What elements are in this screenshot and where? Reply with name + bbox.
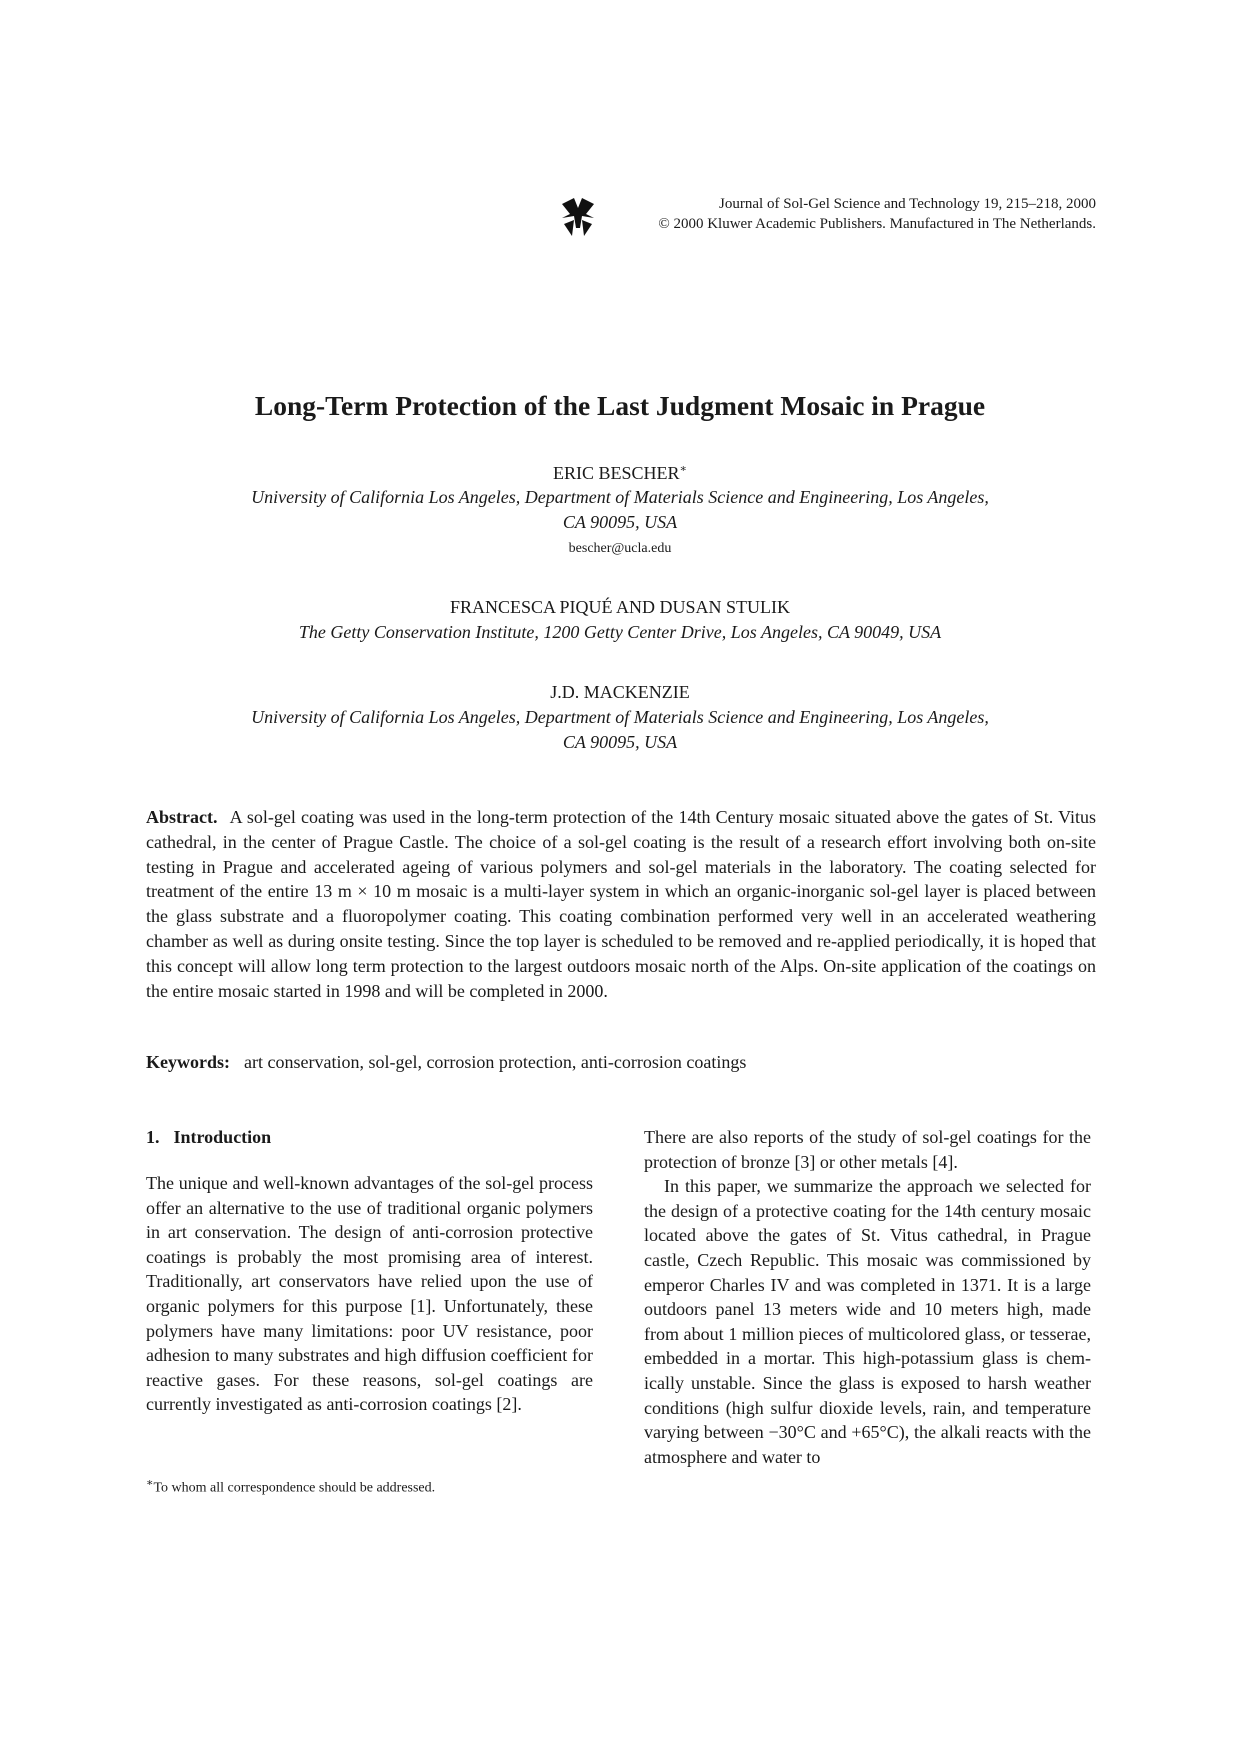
left-column [146, 1125, 593, 1417]
abstract [146, 805, 1096, 1003]
right-column [644, 1125, 1091, 1469]
author-1-footnote-mark: ∗ [679, 463, 687, 475]
author-2-affiliation: The Getty Conservation Institute, 1200 Getty Center Drive, Los Angeles, CA 90049, USA [298, 622, 942, 642]
journal-text [658, 194, 1096, 234]
footnote-mark: ∗ [146, 1477, 154, 1489]
author-1-email: bescher@ucla.edu [568, 541, 672, 556]
footnote [146, 1476, 435, 1497]
section-title: Introduction [173, 1127, 272, 1147]
section-number: 1. [146, 1127, 160, 1147]
journal-citation: Journal of Sol-Gel Science and Technology 19, 215–218, 2000 [719, 196, 1096, 212]
section-heading [146, 1125, 593, 1149]
abstract-label: Abstract. [146, 807, 218, 827]
intro-paragraph-1: The unique and well-known advantages of the sol-gel process offer an alternative to the use of traditional organic polymers in art conservation. The design of anti-corrosion protective coatings is probably the most promising area of interest. Traditionally, art conservators have relied upon the use of organic polymers for this purpose [1]. Unfortunately, these polymers have many limitations: poor UV resistance, poor adhesion to many substrates and high diffusion coefficient for reactive gases. For these reasons, sol-gel coatings are currently investigated as anti-corrosion coatings [2]. [146, 1173, 593, 1415]
footnote-text: To whom all correspondence should be addressed. [153, 1480, 436, 1496]
keywords-text: art conservation, sol-gel, corrosion protection, anti-corrosion coatings [244, 1052, 747, 1072]
author-1-affiliation: University of California Los Angeles, Department of Materials Science and Engineering, Los Angeles, CA 90095, USA [251, 487, 989, 532]
keywords [146, 1052, 1096, 1073]
author-3-affiliation: University of California Los Angeles, Department of Materials Science and Engineering, Los Angeles, CA 90095, USA [251, 707, 989, 752]
abstract-text: A sol-gel coating was used in the long-term protection of the 14th Century mosaic situated above the gates of St. Vitus cathedral, in the center of Prague Castle. The choice of a sol-gel coating is the result of a research effort involving both on-site testing in Prague and accelerated ageing of various polymers and sol-gel materials in the laboratory. The coating selected for treatment of the entire 13 m × 10 m mosaic is a multi-layer system in which an organic-inorganic sol-gel layer is placed between the glass substrate and a fluoropolymer coating. This coating combination performed very well in an accelerated weathering chamber as well as during onsite testing. Since the top layer is scheduled to be removed and re-applied periodically, it is hoped that this concept will allow long term protection to the largest outdoors mosaic north of the Alps. On-site application of the coatings on the entire mosaic started in 1998 and will be completed in 2000. [146, 807, 1096, 1001]
intro-paragraph-3: In this paper, we summarize the approach we selected for the design of a protective coating for the 14th century mosaic located above the gates of St. Vitus cathedral, in Prague castle, Czech Republic. This mosaic was commissioned by emperor Charles IV and was completed in 1371. It is a large outdoors panel 13 meters wide and 10 meters high, made from about 1 million pieces of multicolored glass, or tesserae, embedded in a mortar. This high-potassium glass is chemically unstable. Since the glass is exposed to harsh weather conditions (high sulfur dioxide levels, rain, and temperature varying between −30°C and +65°C), the alkali reacts with the atmosphere and water to [644, 1176, 1091, 1467]
author-1-name: ERIC BESCHER∗ [552, 463, 687, 483]
intro-paragraph-2: There are also reports of the study of sol-gel coatings for the protection of bronze [3] or other metals [4]. [644, 1127, 1091, 1172]
publisher-logo-icon [560, 194, 596, 240]
paper-title: Long-Term Protection of the Last Judgment Mosaic in Prague [254, 390, 986, 421]
keywords-label: Keywords: [146, 1052, 230, 1072]
author-2-names: FRANCESCA PIQUÉ AND DUSAN STULIK [449, 597, 791, 617]
copyright-notice: © 2000 Kluwer Academic Publishers. Manufactured in The Netherlands. [658, 216, 1096, 232]
author-3-name: J.D. MACKENZIE [550, 682, 690, 702]
